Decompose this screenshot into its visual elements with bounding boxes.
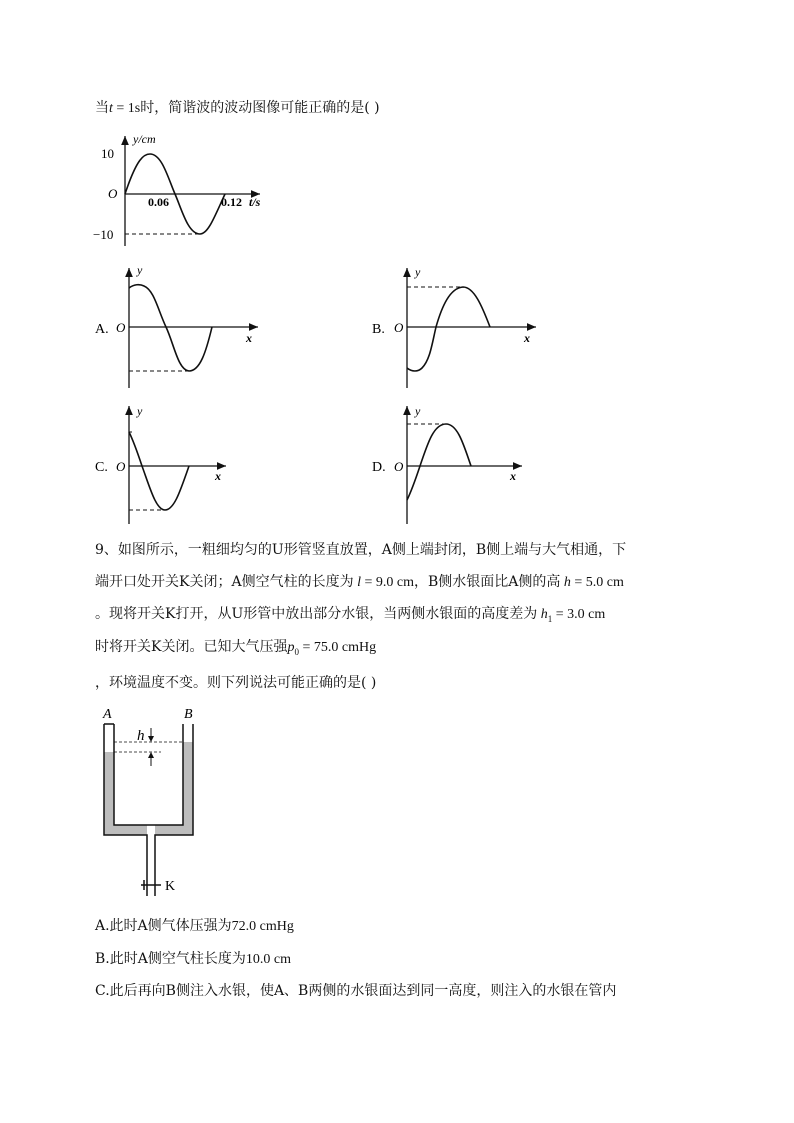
svg-text:O: O xyxy=(116,459,126,474)
option-d-graph xyxy=(370,402,550,527)
option-a-graph xyxy=(92,262,272,392)
label-a: A xyxy=(103,707,112,722)
vibration-graph xyxy=(92,128,272,253)
svg-text:x: x xyxy=(524,331,530,345)
q9-line3: 。现将开关K打开，从U形管中放出部分水银，当两侧水银面的高度差为 $h_1 = 3.0$ cm xyxy=(95,606,606,624)
x-axis-label: t/s xyxy=(249,195,261,209)
y-tick-neg10: −10 xyxy=(93,227,114,242)
svg-text:O: O xyxy=(394,459,404,474)
x-tick-012: 0.12 xyxy=(221,195,242,209)
q9-line2: 端开口处开关K关闭；A侧空气柱的长度为 l = 9.0 cm，B侧水银面比A侧的高 h = 5.0 cm xyxy=(95,574,624,590)
option-d-letter: D. xyxy=(372,460,386,475)
x-tick-006: 0.06 xyxy=(148,195,169,209)
q9-line1: 9、如图所示，一粗细均匀的U形管竖直放置，A侧上端封闭，B侧上端与大气相通，下 xyxy=(95,542,627,558)
y-tick-10: 10 xyxy=(101,146,114,161)
svg-text:O: O xyxy=(116,320,126,335)
svg-text:O: O xyxy=(394,320,404,335)
q9-option-b: B.此时A侧空气柱长度为10.0 cm xyxy=(95,951,291,967)
option-b-graph xyxy=(370,262,550,392)
q9-option-c: C.此后再向B侧注入水银，使A、B两侧的水银面达到同一高度，则注入的水银在管内 xyxy=(95,983,617,999)
option-a-letter: A. xyxy=(95,322,109,337)
label-k: K xyxy=(165,879,176,894)
svg-text:y: y xyxy=(415,265,421,279)
label-b: B xyxy=(184,707,193,722)
origin-label: O xyxy=(108,186,118,201)
q9-option-a: A.此时A侧气体压强为72.0 cmHg xyxy=(95,918,294,934)
svg-text:y: y xyxy=(137,404,143,418)
svg-text:x: x xyxy=(246,331,252,345)
svg-text:x: x xyxy=(215,469,221,483)
y-axis-label: y/cm xyxy=(133,132,156,146)
q9-line4: 时将开关K关闭。已知大气压强$p_0 = 75.0$ cmHg xyxy=(95,639,377,657)
q9-line5: ，环境温度不变。则下列说法可能正确的是( ) xyxy=(95,675,377,691)
u-tube-figure xyxy=(95,704,205,904)
label-h: h xyxy=(137,728,145,744)
option-b-letter: B. xyxy=(372,322,385,337)
option-c-letter: C. xyxy=(95,460,108,475)
option-c-graph xyxy=(92,402,272,527)
svg-text:y: y xyxy=(415,404,421,418)
svg-text:y: y xyxy=(137,263,143,277)
svg-text:x: x xyxy=(510,469,516,483)
q8-stem: 当t = 1s时，简谐波的波动图像可能正确的是( ) xyxy=(95,100,380,116)
